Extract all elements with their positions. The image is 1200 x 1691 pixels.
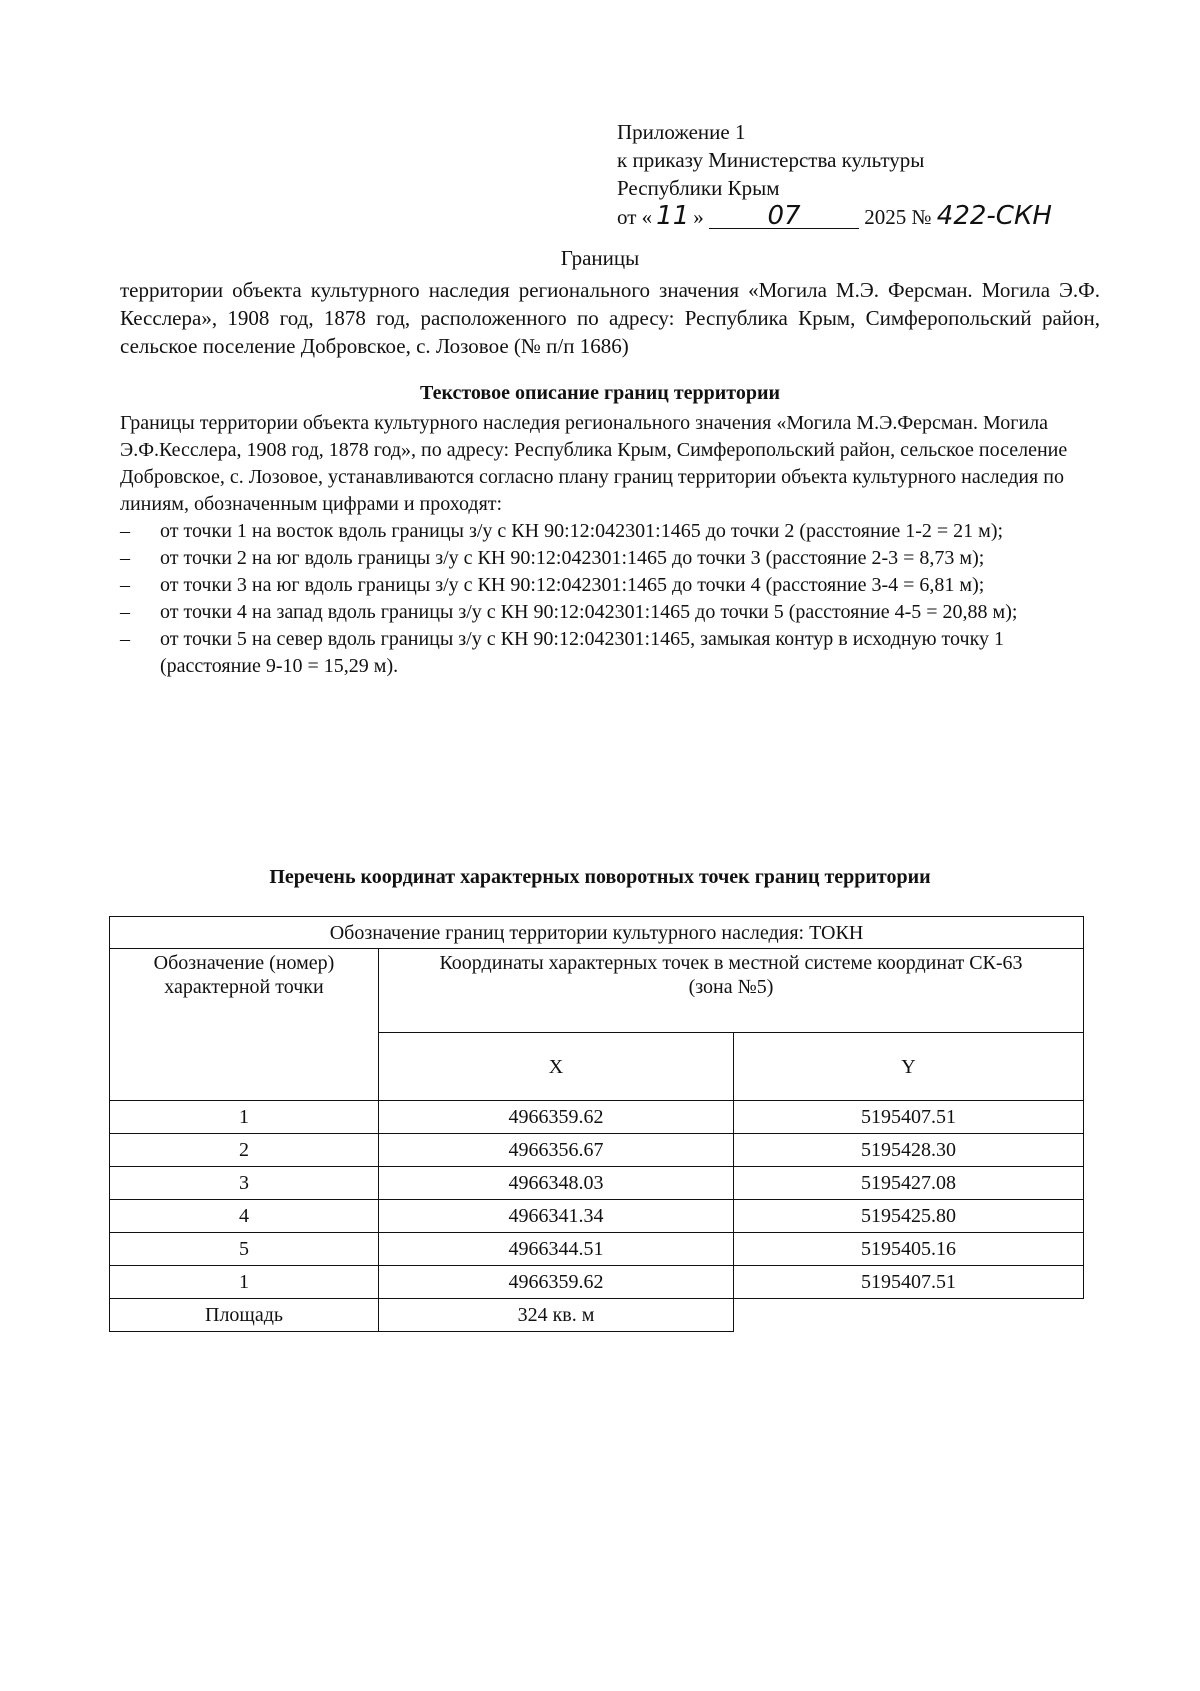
area-row [110,1299,1084,1332]
cell-y: 5195425.80 [734,1200,1084,1233]
header-x: X [379,1033,734,1101]
area-value: 324 кв. м [379,1299,734,1332]
appendix-title: Приложение 1 [617,120,746,144]
cell-point: 4 [110,1200,379,1233]
cell-point: 2 [110,1134,379,1167]
table-caption: Обозначение границ территории культурного наследия: ТОКН [110,917,1084,949]
cell-point: 1 [110,1101,379,1134]
cell-x: 4966356.67 [379,1134,734,1167]
boundary-item: – от точки 4 на запад вдоль границы з/у с КН 90:12:042301:1465 до точки 5 (расстояние 4-5 = 20,88 м); [120,599,1105,626]
table-row [110,1101,1084,1134]
date-year: 2025 № [864,205,932,229]
description-intro: Границы территории объекта культурного наследия регионального значения «Могила М.Э.Ферсман. Могила Э.Ф.Кесслера, 1908 год, 1878 год», по адресу: Республика Крым, Симферопольский район, сельское поселение Добровское, с. Лозовое, устанавливаются согласно плану границ территории объекта культурного наследия по линиям, обозначенным цифрами и проходят: [120,412,1068,515]
table-row [110,1134,1084,1167]
header-y: Y [734,1033,1084,1101]
coordinates-table [109,916,1084,1332]
cell-point: 1 [110,1266,379,1299]
appendix-date-line [617,202,1097,231]
handwritten-order-number: 422-СКН [936,201,1052,231]
header-point: Обозначение (номер) характерной точки [110,949,379,1101]
appendix-block [617,118,1097,231]
appendix-order: к приказу Министерства культуры [617,148,925,172]
cell-y: 5195407.51 [734,1101,1084,1134]
boundary-item: – от точки 5 на север вдоль границы з/у с КН 90:12:042301:1465, замыкая контур в исходную точку 1 (расстояние 9-10 = 15,29 м). [120,626,1105,680]
cell-y: 5195427.08 [734,1167,1084,1200]
table-row [110,1266,1084,1299]
area-label: Площадь [110,1299,379,1332]
cell-point: 5 [110,1233,379,1266]
cell-x: 4966344.51 [379,1233,734,1266]
cell-x: 4966359.62 [379,1266,734,1299]
cell-x: 4966348.03 [379,1167,734,1200]
handwritten-day: 11 [656,201,690,231]
cell-point: 3 [110,1167,379,1200]
boundary-item: – от точки 1 на восток вдоль границы з/у с КН 90:12:042301:1465 до точки 2 (расстояние 1-2 = 21 м); [120,518,1105,545]
table-row [110,1200,1084,1233]
document-subtitle: территории объекта культурного наследия регионального значения «Могила М.Э. Ферсман. Могила Э.Ф. Кесслера», 1908 год, 1878 год, расположенного по адресу: Республика Крым, Симферопольский район, сельское поселение Добровское, с. Лозовое (№ п/п 1686) [120,278,1100,358]
month-blank [709,201,859,231]
area-empty [734,1299,1084,1332]
boundary-item: – от точки 2 на юг вдоль границы з/у с КН 90:12:042301:1465 до точки 3 (расстояние 2-3 = 8,73 м); [120,545,1105,572]
table-row [110,1167,1084,1200]
text-description-heading: Текстовое описание границ территории [419,382,781,404]
description-block [120,410,1105,680]
handwritten-month: 07 [767,201,801,231]
cell-x: 4966341.34 [379,1200,734,1233]
date-prefix: от « [617,205,653,229]
cell-x: 4966359.62 [379,1101,734,1134]
appendix-republic: Республики Крым [617,176,780,200]
header-coordinates: Координаты характерных точек в местной системе координат СК-63 (зона №5) [379,949,1084,1033]
cell-y: 5195405.16 [734,1233,1084,1266]
table-row [110,1233,1084,1266]
cell-y: 5195428.30 [734,1134,1084,1167]
boundary-item: – от точки 3 на юг вдоль границы з/у с КН 90:12:042301:1465 до точки 4 (расстояние 3-4 = 6,81 м); [120,572,1105,599]
cell-y: 5195407.51 [734,1266,1084,1299]
boundary-list [120,518,1105,680]
document-title: Границы [560,246,640,270]
date-mid: » [693,205,704,229]
coords-table-heading: Перечень координат характерных поворотных точек границ территории [269,866,931,888]
